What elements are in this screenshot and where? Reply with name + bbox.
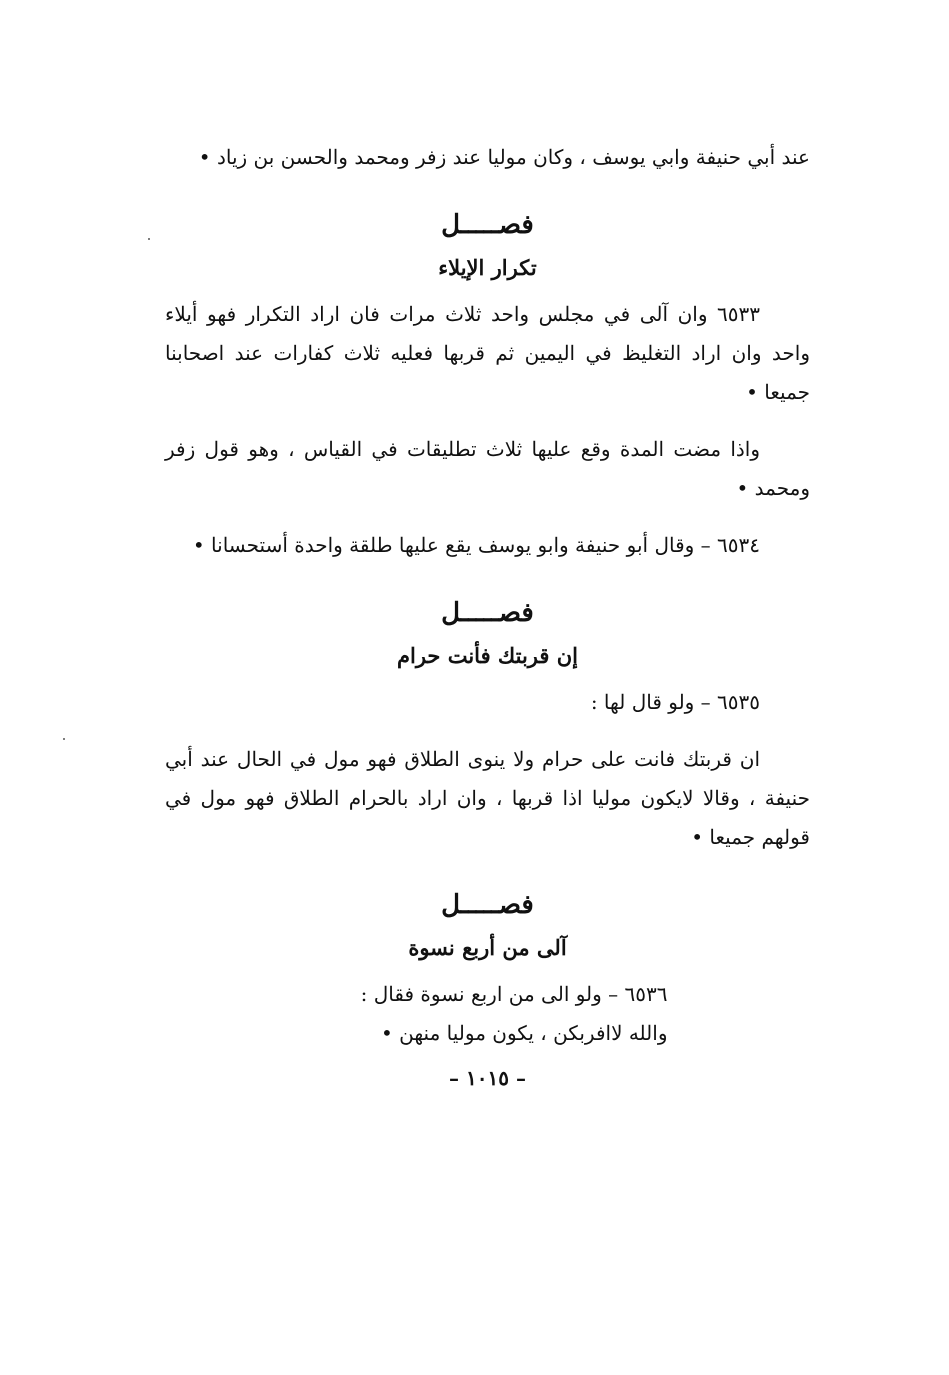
- section-subtitle: إن قربتك فأنت حرام: [396, 643, 578, 668]
- section-title: فصـــــل: [441, 890, 534, 920]
- paragraph-continuation: عند أبي حنيفة وابي يوسف ، وكان موليا عند زفر ومحمد والحسن بن زياد •: [198, 145, 810, 169]
- page-content: [165, 138, 810, 1098]
- scan-speck: [148, 238, 150, 240]
- section-subtitle: آلى من أربع نسوة: [408, 935, 567, 960]
- section-title: فصـــــل: [441, 210, 534, 240]
- paragraph-6536: ٦٥٣٦ – ولو الى من اربع نسوة فقال :: [360, 982, 668, 1006]
- paragraph-oath: والله لاافربكن ، يكون موليا منهن •: [380, 1021, 668, 1045]
- paragraph-6536-block: [308, 975, 668, 1053]
- section-title: فصـــــل: [441, 598, 534, 628]
- section-subtitle: تكرار الإيلاء: [438, 255, 537, 280]
- paragraph-expiry: واذا مضت المدة وقع عليها ثلاث تطليقات في القياس ، وهو قول زفر ومحمد •: [165, 437, 810, 500]
- paragraph-6534: ٦٥٣٤ – وقال أبو حنيفة وابو يوسف يقع عليها طلقة واحدة أستحسانا •: [192, 533, 760, 557]
- paragraph-6533: ٦٥٣٣ وان آلى في مجلس واحد ثلاث مرات فان اراد التكرار فهو أيلاء واحد وان اراد التغليظ في اليمين ثم قربها فعليه ثلاث كفارات عند اصحابنا جميعا •: [165, 302, 810, 404]
- scan-speck: [63, 738, 65, 740]
- paragraph-haram: ان قربتك فانت على حرام ولا ينوى الطلاق فهو مول في الحال عند أبي حنيفة ، وقالا لايكون موليا اذا قربها ، وان اراد بالحرام الطلاق فهو مول في قولهم جميعا •: [165, 747, 810, 849]
- paragraph-6535: ٦٥٣٥ – ولو قال لها :: [590, 690, 760, 714]
- page-number: – ١٠١٥ –: [449, 1066, 526, 1090]
